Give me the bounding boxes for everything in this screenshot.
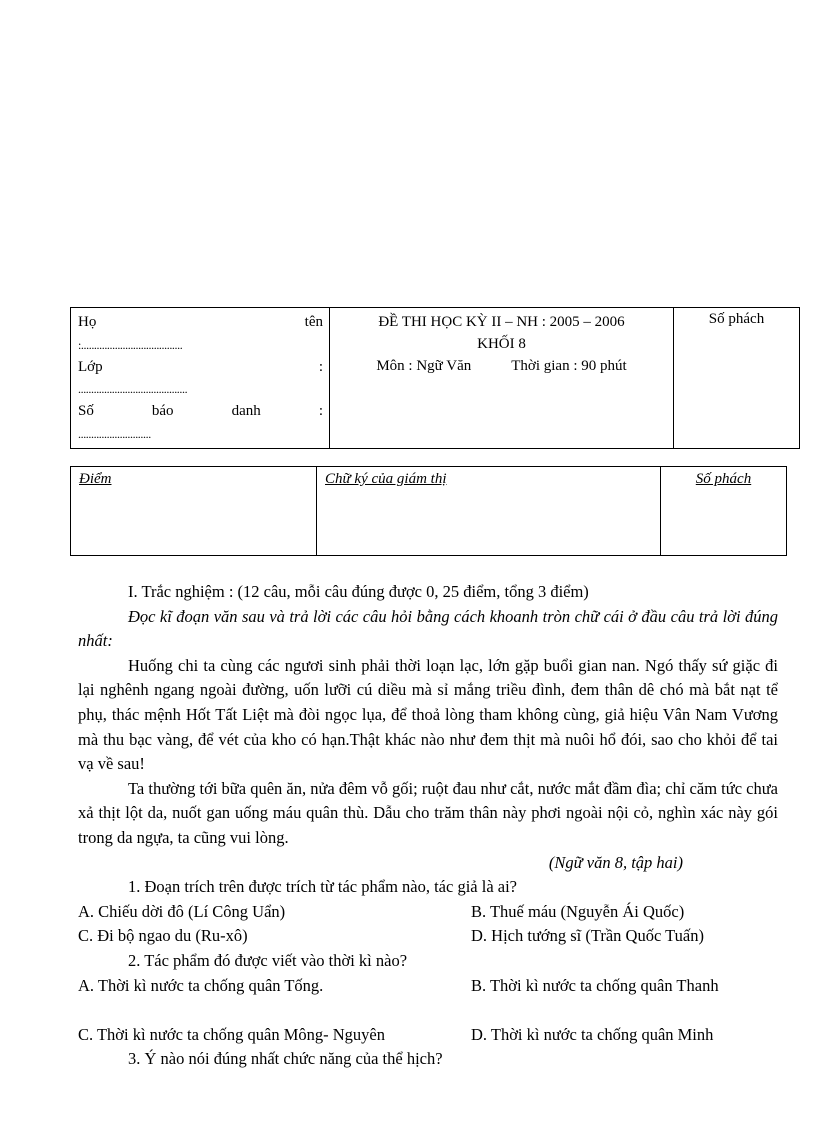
exam-content: [78, 580, 778, 1072]
sophach-cell: [674, 308, 800, 449]
sophach-label: Số phách: [708, 311, 765, 327]
passage-source: (Ngữ văn 8, tập hai): [548, 852, 683, 872]
header-table: [70, 307, 800, 449]
option-a[interactable]: A. Thời kì nước ta chống quân Tống.: [78, 975, 324, 995]
class-line: [78, 356, 323, 379]
option-d[interactable]: D. Thời kì nước ta chống quân Minh: [471, 1024, 714, 1044]
passage-paragraph-2: Ta thường tới bữa quên ăn, nửa đêm vỗ gối; ruột đau như cắt, nước mắt đầm đìa; chỉ căm tức chưa xả thịt lột da, nuốt gan uống máu quân thù. Dẫu cho trăm thân này phơi ngoài nội cỏ, nghìn xác này gói trong da ngựa, ta cũng vui lòng.: [78, 778, 778, 847]
option-c[interactable]: C. Đi bộ ngao du (Ru-xô): [78, 926, 248, 946]
exam-duration: Thời gian : 90 phút: [511, 358, 627, 374]
question-1-options-row: [78, 900, 778, 925]
option-d[interactable]: D. Hịch tướng sĩ (Trần Quốc Tuấn): [471, 926, 704, 946]
exam-info-cell: [330, 308, 674, 449]
passage-paragraph-1: Huống chi ta cùng các ngươi sinh phải thời loạn lạc, lớn gặp buổi gian nan. Ngó thấy sứ giặc đi lại nghênh ngang ngoài đường, uốn lưỡi cú diều mà sỉ mắng triều đình, đem thân dê chó mà bắt nạt tể phụ, thác mệnh Hốt Tất Liệt mà đòi ngọc lụa, để thoả lòng tham không cùng, giả hiệu Vân Nam Vương mà thu bạc vàng, để vét của kho có hạn.Thật khác nào như đem thịt mà nuôi hổ đói, sao cho khỏi để tai vạ về sau!: [78, 655, 778, 774]
id-label-word: danh: [231, 403, 261, 419]
section-title: I. Trắc nghiệm : (12 câu, mỗi câu đúng được 0, 25 điểm, tổng 3 điểm): [128, 582, 589, 601]
id-label-word: Số: [78, 403, 94, 419]
question-1: 1. Đoạn trích trên được trích từ tác phẩm nào, tác giả là ai?: [128, 877, 517, 897]
option-c[interactable]: C. Thời kì nước ta chống quân Mông- Nguyên: [78, 1024, 386, 1044]
class-field[interactable]: ..........................................: [78, 382, 188, 396]
id-label-word: báo: [151, 403, 174, 419]
instruction: Đọc kĩ đoạn văn sau và trả lời các câu hỏi bằng cách khoanh tròn chữ cái ở đầu câu trả lời đúng nhất:: [78, 606, 778, 651]
option-a[interactable]: A. Chiếu dời đô (Lí Công Uẩn): [78, 901, 286, 921]
signature-cell: [317, 467, 661, 556]
id-line: [78, 400, 323, 423]
option-b[interactable]: B. Thuế máu (Nguyễn Ái Quốc): [471, 901, 685, 921]
spacer: [78, 998, 778, 1023]
name-line: [78, 311, 323, 334]
exam-title: ĐỀ THI HỌC KỲ II – NH : 2005 – 2006: [378, 314, 625, 330]
id-label-colon: :: [318, 403, 323, 419]
score-label: Điểm: [79, 471, 112, 487]
question-2-options-row: [78, 1023, 778, 1048]
exam-grade: KHỐI 8: [477, 336, 526, 352]
subject-line: [330, 355, 673, 377]
score-sophach-label: Số phách: [695, 471, 752, 487]
name-field[interactable]: :.......................................: [78, 337, 183, 352]
question-1-options-row: [78, 924, 778, 949]
id-field[interactable]: ............................: [78, 426, 151, 441]
question-2: 2. Tác phẩm đó được viết vào thời kì nào?: [128, 950, 408, 970]
name-label-suffix: tên: [304, 314, 323, 330]
question-3: 3. Ý nào nói đúng nhất chức năng của thể hịch?: [128, 1049, 443, 1069]
class-label: Lớp: [78, 358, 103, 375]
student-info-cell: [71, 308, 330, 449]
score-cell: [71, 467, 317, 556]
class-colon: :: [318, 358, 323, 375]
exam-subject: Môn : Ngữ Văn: [376, 358, 472, 374]
name-label: Họ: [78, 314, 97, 330]
option-b[interactable]: B. Thời kì nước ta chống quân Thanh: [471, 975, 719, 995]
question-2-options-row: [78, 974, 778, 999]
signature-label: Chữ ký của giám thị: [325, 471, 447, 487]
score-table: [70, 466, 787, 556]
score-sophach-cell: [661, 467, 787, 556]
